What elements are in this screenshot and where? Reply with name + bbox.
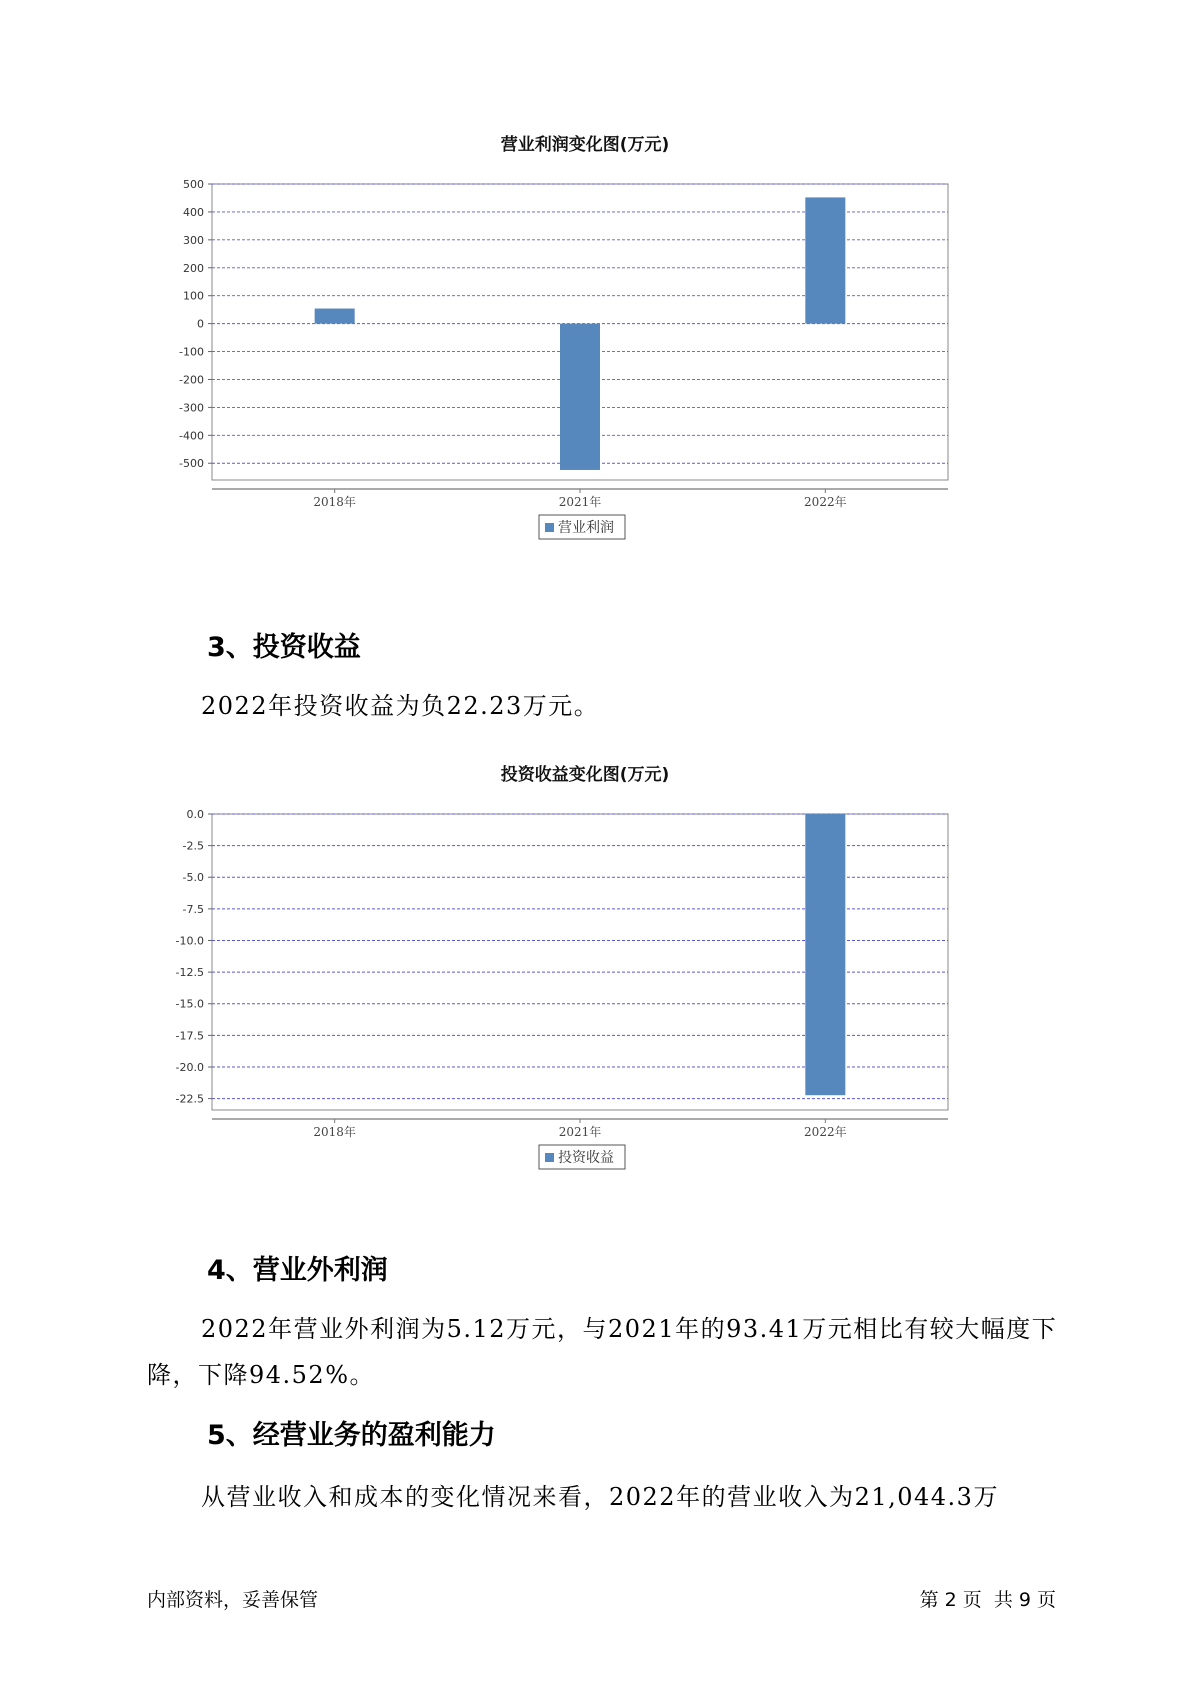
operating-profit-y-tick-label: -200 bbox=[179, 373, 204, 387]
operating-profit-bar bbox=[560, 324, 600, 470]
investment-income-legend-label: 投资收益 bbox=[558, 1150, 614, 1166]
operating-profit-y-tick-label: -500 bbox=[179, 457, 204, 471]
investment-income-y-tick-label: 0.0 bbox=[186, 808, 204, 821]
section-3-heading: 3、投资收益 bbox=[207, 632, 361, 663]
operating-profit-y-tick-label: -400 bbox=[179, 429, 204, 443]
section-5-text: 从营业收入和成本的变化情况来看，2022年的营业收入为21,044.3万 bbox=[201, 1483, 999, 1511]
investment-income-y-tick-label: -5.0 bbox=[182, 871, 204, 885]
investment-income-y-tick-label: -22.5 bbox=[175, 1092, 204, 1106]
operating-profit-y-tick-label: 300 bbox=[183, 233, 204, 247]
investment-income-legend-swatch bbox=[545, 1153, 554, 1162]
investment-income-chart-svg bbox=[140, 758, 960, 1218]
footer-left: 内部资料，妥善保管 bbox=[147, 1589, 319, 1611]
operating-profit-bar bbox=[805, 197, 845, 323]
investment-income-y-tick-label: -2.5 bbox=[182, 839, 204, 853]
investment-income-y-tick-label: -20.0 bbox=[175, 1060, 204, 1074]
investment-income-x-tick-label: 2021年 bbox=[558, 1125, 602, 1139]
operating-profit-y-tick-label: -300 bbox=[179, 401, 204, 415]
investment-income-y-tick-label: -15.0 bbox=[175, 997, 204, 1011]
investment-income-y-tick-label: -7.5 bbox=[182, 902, 204, 916]
operating-profit-bar bbox=[315, 309, 355, 324]
footer-page-number: 第 2 页 共 9 页 bbox=[919, 1589, 1056, 1611]
investment-income-y-tick-label: -17.5 bbox=[175, 1029, 204, 1043]
section-4-heading: 4、营业外利润 bbox=[207, 1255, 388, 1286]
section-3-text: 2022年投资收益为负22.23万元。 bbox=[201, 692, 600, 720]
investment-income-y-tick-label: -12.5 bbox=[175, 966, 204, 980]
investment-income-x-tick-label: 2022年 bbox=[804, 1125, 847, 1139]
operating-profit-y-tick-label: 500 bbox=[183, 178, 204, 191]
operating-profit-chart bbox=[140, 128, 960, 588]
operating-profit-y-tick-label: 100 bbox=[183, 289, 204, 303]
operating-profit-y-tick-label: 400 bbox=[183, 205, 204, 219]
operating-profit-x-tick-label: 2021年 bbox=[558, 495, 602, 509]
investment-income-bar bbox=[805, 814, 845, 1095]
investment-income-y-tick-label: -10.0 bbox=[175, 934, 204, 948]
operating-profit-y-tick-label: 0 bbox=[197, 317, 204, 331]
operating-profit-legend-swatch bbox=[545, 523, 554, 532]
section-4-text: 2022年营业外利润为5.12万元，与2021年的93.41万元相比有较大幅度下降，下降94.52%。 bbox=[147, 1315, 1058, 1389]
operating-profit-x-tick-label: 2018年 bbox=[313, 495, 356, 509]
operating-profit-y-tick-label: 200 bbox=[183, 261, 204, 275]
operating-profit-title: 营业利润变化图(万元) bbox=[500, 135, 670, 155]
investment-income-x-tick-label: 2018年 bbox=[313, 1125, 356, 1139]
investment-income-chart bbox=[140, 758, 960, 1218]
operating-profit-legend-label: 营业利润 bbox=[558, 520, 614, 536]
section-5-heading: 5、经营业务的盈利能力 bbox=[207, 1420, 496, 1451]
operating-profit-x-tick-label: 2022年 bbox=[804, 495, 847, 509]
investment-income-title: 投资收益变化图(万元) bbox=[500, 765, 670, 785]
operating-profit-y-tick-label: -100 bbox=[179, 345, 204, 359]
operating-profit-chart-svg bbox=[140, 128, 960, 588]
